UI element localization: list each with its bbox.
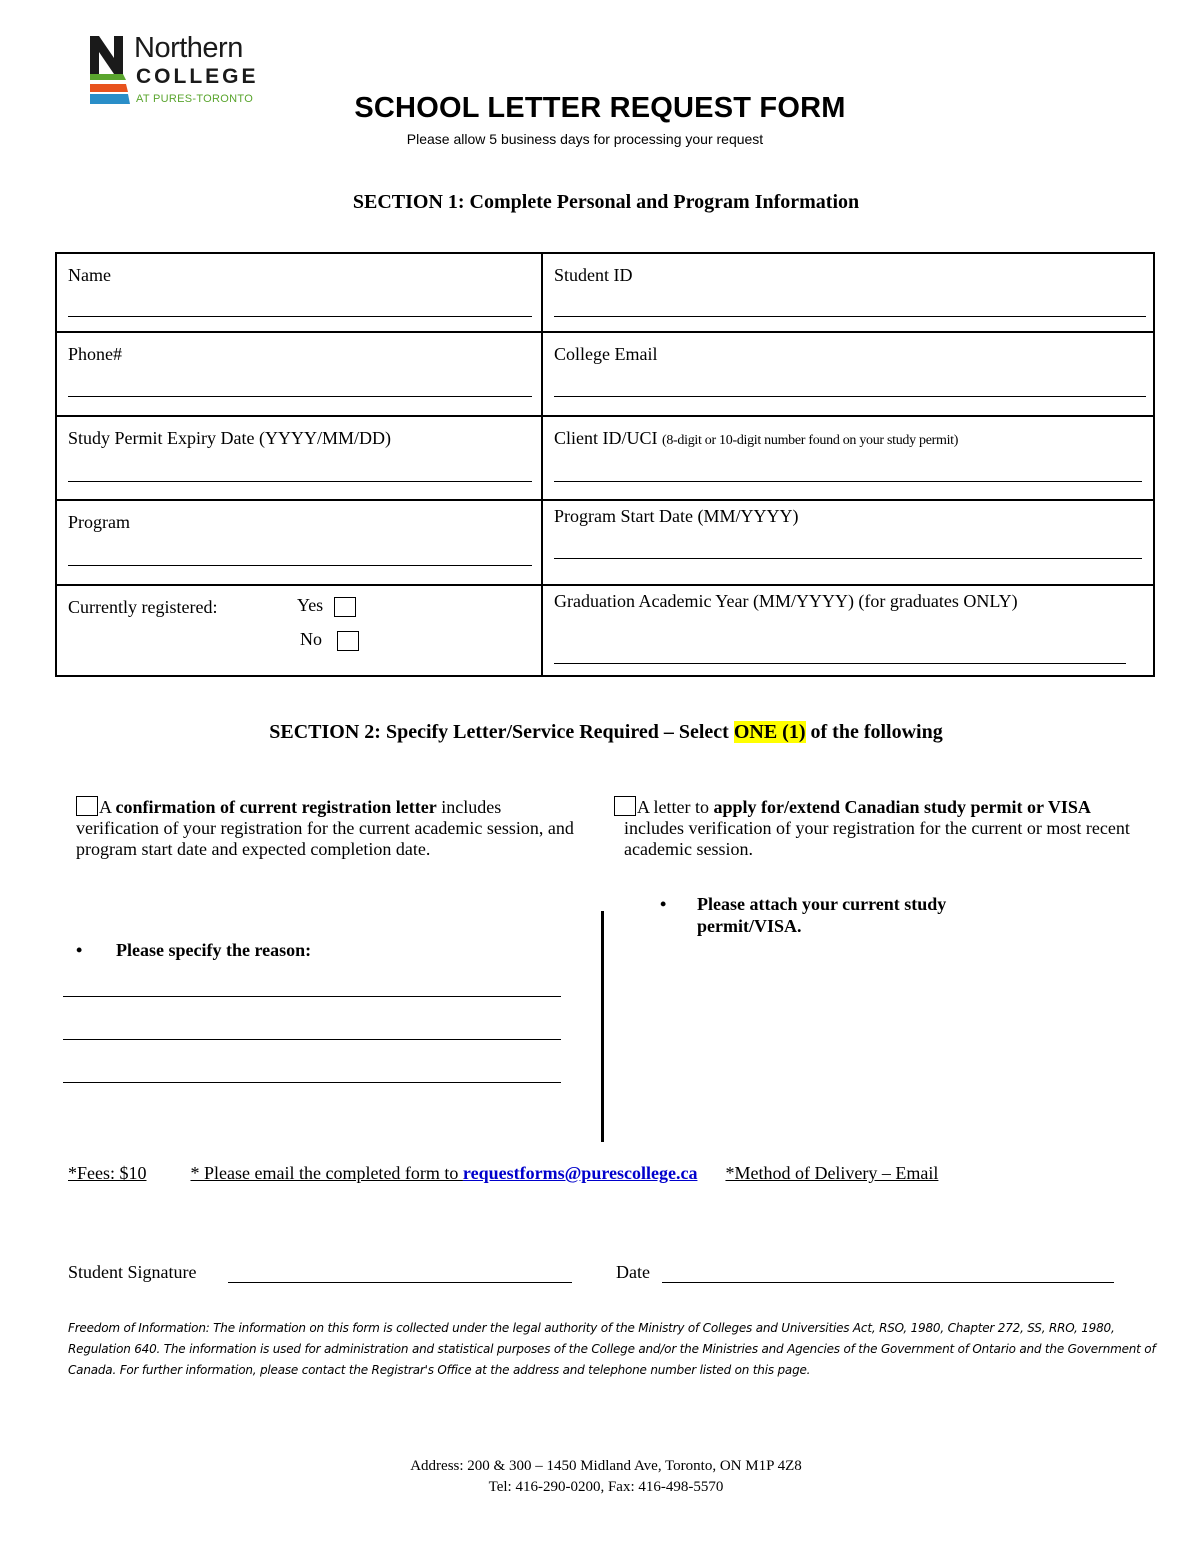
client-id-field[interactable]	[554, 481, 1142, 482]
option1-text-pre: A	[99, 797, 116, 817]
email-link[interactable]: requestforms@purescollege.ca	[462, 1163, 698, 1183]
option2-bullet	[660, 893, 1020, 937]
client-id-note: (8-digit or 10-digit number found on your study permit)	[662, 433, 959, 448]
reason-line-3[interactable]	[63, 1082, 561, 1083]
bullet-icon: •	[660, 894, 667, 914]
registered-yes-option[interactable]	[297, 595, 356, 617]
student-id-cell	[542, 253, 1154, 332]
logo-name-line3: AT PURES-TORONTO	[136, 93, 254, 105]
option2-bullet-text: Please attach your current study permit/VISA.	[697, 894, 947, 936]
option2-study-permit-letter[interactable]	[614, 796, 1134, 860]
phone-fax-line: Tel: 416-290-0200, Fax: 416-498-5570	[488, 1479, 724, 1495]
logo-name-line1: Northern	[134, 32, 243, 64]
graduation-cell	[542, 585, 1154, 676]
bullet-icon: •	[76, 940, 83, 960]
option2-text-bold: apply for/extend Canadian study permit or VISA	[713, 797, 1091, 817]
client-id-label-text: Client ID/UCI	[554, 428, 658, 448]
program-start-label: Program Start Date (MM/YYYY)	[554, 506, 799, 526]
section2-heading-highlight: ONE (1)	[733, 721, 806, 743]
graduation-field[interactable]	[554, 663, 1126, 664]
registered-yes-label: Yes	[297, 595, 324, 615]
name-label: Name	[68, 265, 111, 285]
client-id-label	[554, 428, 958, 449]
signature-field[interactable]	[228, 1282, 572, 1283]
registered-no-checkbox[interactable]	[337, 631, 359, 651]
college-email-cell	[542, 332, 1154, 416]
student-id-label: Student ID	[554, 265, 633, 285]
phone-cell	[56, 332, 542, 416]
graduation-label: Graduation Academic Year (MM/YYYY) (for graduates ONLY)	[554, 591, 1018, 611]
option1-bullet	[76, 939, 311, 961]
name-field[interactable]	[68, 316, 532, 317]
option1-text-bold: confirmation of current registration letter	[115, 797, 437, 817]
option2-text-pre: A letter to	[637, 797, 714, 817]
registered-no-option[interactable]	[300, 629, 359, 651]
program-label: Program	[68, 512, 130, 532]
option2-checkbox[interactable]	[614, 796, 636, 816]
section2-heading	[0, 721, 1200, 744]
name-cell	[56, 253, 542, 332]
college-email-label: College Email	[554, 344, 658, 364]
date-field[interactable]	[662, 1282, 1114, 1283]
form-subtitle: Please allow 5 business days for processing your request	[406, 131, 764, 147]
reason-line-1[interactable]	[63, 996, 561, 997]
email-instruction: * Please email the completed form to	[190, 1163, 463, 1183]
student-id-field[interactable]	[554, 316, 1146, 317]
section2-heading-suffix: of the following	[805, 721, 943, 743]
signature-label: Student Signature	[68, 1262, 197, 1282]
phone-field[interactable]	[68, 396, 532, 397]
date-label: Date	[616, 1262, 650, 1282]
option1-checkbox[interactable]	[76, 796, 98, 816]
option1-confirmation-letter[interactable]	[76, 796, 586, 860]
program-start-field[interactable]	[554, 558, 1142, 559]
permit-expiry-label: Study Permit Expiry Date (YYYY/MM/DD)	[68, 428, 391, 448]
reason-line-2[interactable]	[63, 1039, 561, 1040]
fees-text: *Fees: $10	[68, 1163, 147, 1183]
section2-divider	[601, 911, 604, 1142]
personal-info-table	[55, 252, 1155, 677]
registered-yes-checkbox[interactable]	[334, 597, 356, 617]
program-cell	[56, 500, 542, 585]
college-email-field[interactable]	[554, 396, 1146, 397]
option2-text-post: includes verification of your registration for the current or most recent academic session.	[624, 818, 1130, 859]
option1-text-post: includes verification of your registration for the current academic session, and program start date and expected completion date.	[76, 797, 574, 859]
program-field[interactable]	[68, 565, 532, 566]
section2-heading-text: SECTION 2: Specify Letter/Service Required – Select	[269, 721, 734, 743]
registered-cell	[56, 585, 542, 676]
option1-bullet-text: Please specify the reason:	[116, 940, 312, 960]
client-id-cell	[542, 416, 1154, 500]
logo-name-line2: COLLEGE	[136, 65, 259, 88]
fees-email-delivery-line	[68, 1163, 938, 1184]
phone-label: Phone#	[68, 344, 122, 364]
section1-heading: SECTION 1: Complete Personal and Program Information	[352, 191, 860, 213]
address-line: Address: 200 & 300 – 1450 Midland Ave, Toronto, ON M1P 4Z8	[410, 1458, 802, 1474]
program-start-cell	[542, 500, 1154, 585]
registered-label: Currently registered:	[68, 597, 218, 617]
form-title: SCHOOL LETTER REQUEST FORM	[354, 92, 846, 124]
permit-expiry-cell	[56, 416, 542, 500]
freedom-of-information-notice: Freedom of Information: The information on this form is collected under the legal authority of the Ministry of Colleges and Universities Act, RSO, 1980, Chapter 272, SS, RRO, 1980, Regulation 640. The information is used for administration and statistical purposes of the College and/or the Ministries and Agencies of the Government of Ontario and the Government of Canada. For further information, please contact the Registrar's Office at the address and telephone number listed on this page.	[68, 1321, 1156, 1377]
permit-expiry-field[interactable]	[68, 481, 532, 482]
delivery-method: *Method of Delivery – Email	[725, 1163, 939, 1183]
registered-no-label: No	[300, 629, 322, 649]
